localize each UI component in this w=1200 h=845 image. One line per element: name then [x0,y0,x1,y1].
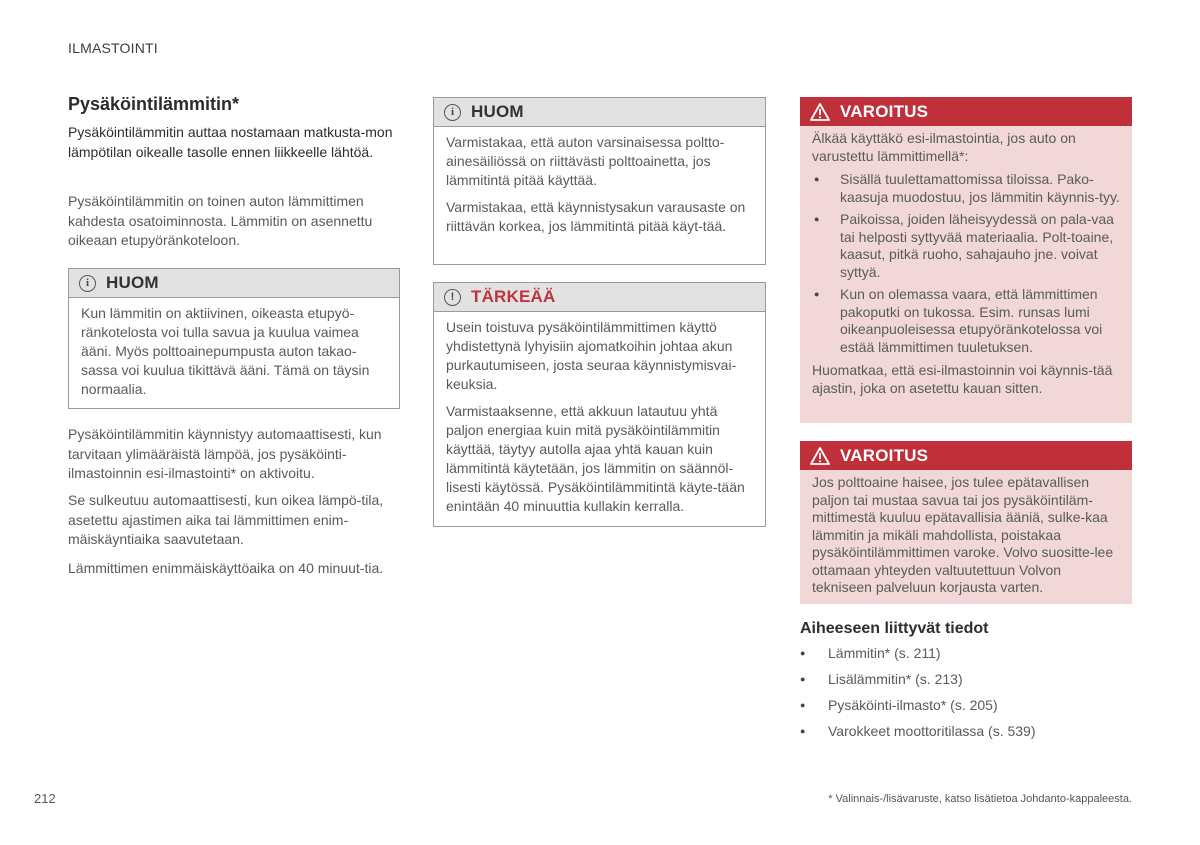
warning-list [812,171,1120,356]
warning-outro: Huomatkaa, että esi-ilmastoinnin voi käynnis-tää ajastin, joka on asetettu kauan sitten. [812,362,1113,396]
exclamation-icon: ! [444,289,461,306]
list-item: ● Paikoissa, joiden läheisyydessä on pala-vaa tai helposti syttyvää materiaalia. Polt-toaine, kaasut, pitkä ruoho, sahajauho jne. voivat syttyä. [812,211,1120,281]
warning-header [800,97,1132,126]
important-text-2: Varmistaaksenne, että akkuun latautuu yhtä paljon energiaa kuin mitä pysäköintilämmitin käyttää, täytyy autolla ajaa yhtä kauan kuin lämmitintä käytetään, jos lämmitin on säännöl-lisesti käytössä. Pysäköintilämmitintä käyte-tään enintään 40 minuuttia kullakin kerralla. [446,403,745,514]
warning-text: Jos polttoaine haisee, jos tulee epätavallisen paljon tai mustaa savua tai jos pysäköintiläm-mittimestä kuuluu epätavallisia ääniä, sulke-kaa lämmitin ja mikäli mahdollista, poistakaa pysäköintilämmittimen varoke. Volvo suositte-lee ottamaan yhteyden valtuutettuun Volvon tekniseen palveluun korjausta varten. [812,474,1114,595]
page-title: Pysäköintilämmitin* [68,94,240,114]
related-link-fuses[interactable]: ● Varokkeet moottoritilassa (s. 539) [800,718,1036,744]
warning-label: VAROITUS [840,445,929,465]
start-paragraph: Pysäköintilämmitin käynnistyy automaattisesti, kun tarvitaan ylimääräistä lämpöä, jos pysäköinti-ilmastoinnin esi-ilmastointi* on aktivoitu. [68,426,382,481]
related-link-parking-climate[interactable]: ● Pysäköinti-ilmasto* (s. 205) [800,692,1036,718]
warning-box-preclimate [800,97,1132,423]
note-box-fuel-battery [433,97,766,265]
warning-intro: Älkää käyttäkö esi-ilmastointia, jos auto on varustettu lämmittimellä*: [812,130,1076,164]
note-label: HUOM [106,273,159,292]
note-header [69,269,399,298]
list-item: ● Kun on olemassa vaara, että lämmittimen pakoputki on tukossa. Esim. runsas lumi oikeanpuoleisessa etupyöränkotelossa voi estää lämmittimen tuuletuksen. [812,286,1120,356]
stop-paragraph: Se sulkeutuu automaattisesti, kun oikea lämpö-tila, asetettu ajastimen aika tai lämmittimen enim-mäiskäyntiaika saavutetaan. [68,492,384,547]
list-item: ● Sisällä tuulettamattomissa tiloissa. Pako-kaasuja muodostuu, jos lämmitin käynnis-tyy. [812,171,1120,206]
important-label: TÄRKEÄÄ [471,287,556,306]
warning-label: VAROITUS [840,101,929,121]
info-icon: i [444,104,461,121]
related-list [800,640,1036,744]
note-label: HUOM [471,102,524,121]
warning-header [800,441,1132,470]
info-icon: i [79,275,96,292]
lead-paragraph: Pysäköintilämmitin auttaa nostamaan matkusta-mon lämpötilan oikealle tasolle ennen liikkeelle lähtöä. [68,124,393,160]
warning-triangle-icon [810,103,830,121]
important-header [434,283,765,312]
section-header: ILMASTOINTI [68,40,158,56]
related-title: Aiheeseen liittyvät tiedot [800,620,989,637]
footnote: * Valinnais-/lisävaruste, katso lisätietoa Johdanto-kappaleesta. [828,793,1132,805]
page-number: 212 [34,791,56,806]
warning-triangle-icon [810,447,830,465]
note-battery-text: Varmistakaa, että käynnistysakun varausaste on riittävän korkea, jos lämmitintä pitää käyt-tää. [446,199,746,234]
important-text-1: Usein toistuva pysäköintilämmittimen käyttö yhdistettynä lyhyisiin ajomatkoihin johtaa akun purkautumiseen, josta seuraa käynnistymisvai-keuksia. [446,319,737,392]
related-link-aux-heater[interactable]: ● Lisälämmitin* (s. 213) [800,666,1036,692]
note-text: Kun lämmitin on aktiivinen, oikeasta etupyö-ränkotelosta voi tulla savua ja kuulua vaimea ääni. Myös polttoainepumpusta auton takao-sassa voi kuulua tikittävä ääni. Tämä on täysin normaalia. [81,305,370,397]
warning-box-fuel-smell [800,441,1132,604]
max-time-paragraph: Lämmittimen enimmäiskäyttöaika on 40 minuut-tia. [68,560,384,576]
note-header [434,98,765,127]
intro-paragraph: Pysäköintilämmitin on toinen auton lämmittimen kahdesta osatoiminnosta. Lämmitin on asennettu oikeaan etupyöränkoteloon. [68,193,373,248]
important-box [433,282,766,527]
note-fuel-text: Varmistakaa, että auton varsinaisessa poltto-ainesäiliössä on riittävästi polttoainetta, jos lämmitintä pitää käyttää. [446,134,725,188]
note-box-heater [68,268,400,409]
related-link-heater[interactable]: ● Lämmitin* (s. 211) [800,640,1036,666]
